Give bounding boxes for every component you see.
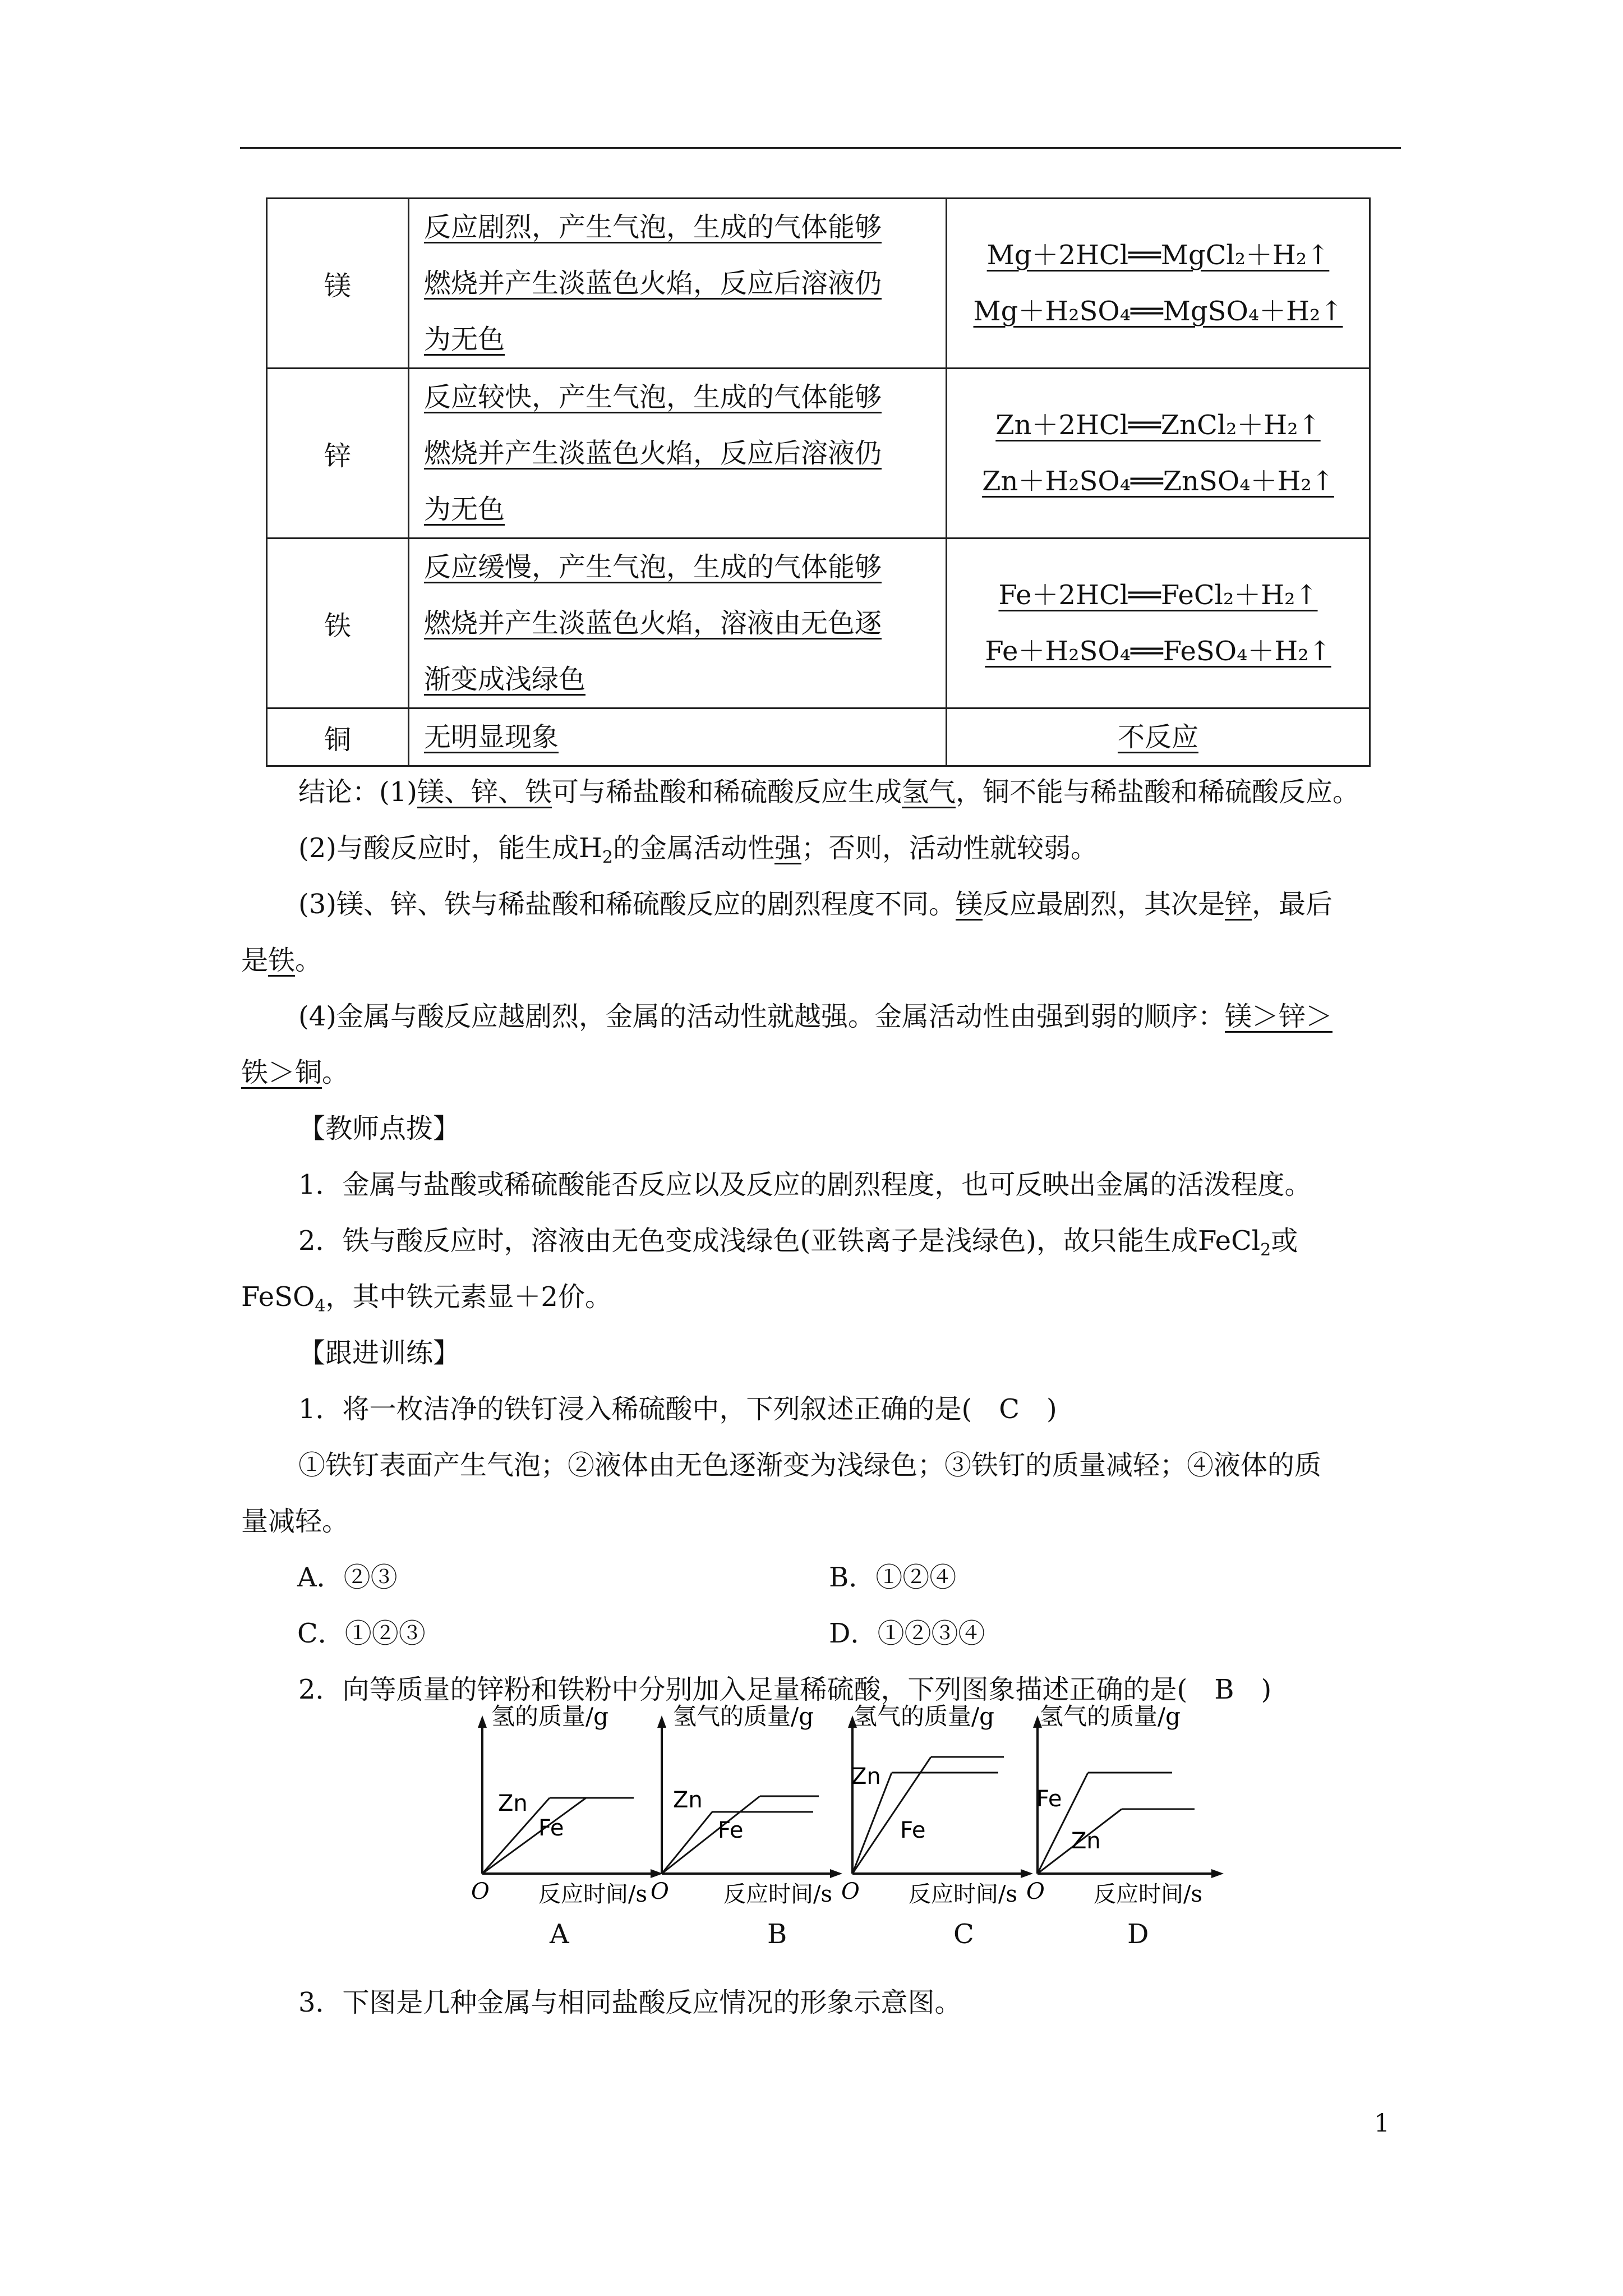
graph-b <box>651 1703 852 1908</box>
origin-label: O <box>471 1879 490 1904</box>
graph-b-svg <box>651 1703 852 1907</box>
reaction-table <box>266 197 1371 767</box>
conclusion-4-cont: 铁＞铜。 <box>241 1057 349 1088</box>
y-axis-label: 氢气的质量/g <box>1040 1703 1181 1730</box>
y-axis-label: 氢气的质量/g <box>673 1703 814 1730</box>
option-b: B．①②④ <box>829 1562 957 1593</box>
metal-cell: 锌 <box>267 369 409 539</box>
graph-c <box>841 1703 1043 1908</box>
conclusion-2: (2)与酸反应时，能生成$H_2$的金属活动性强；否则，活动性就较弱。 <box>298 832 1098 867</box>
graph-label-c: C <box>953 1918 974 1950</box>
question-1-stem: ①铁钉表面产生气泡；②液体由无色逐渐变为浅绿色；③铁钉的质量减轻；④液体的质 <box>298 1450 1322 1481</box>
equation-cell: 不反应 <box>947 708 1370 766</box>
equation-cell: Mg＋2HCl══MgCl₂＋H₂↑ Mg＋H₂SO₄══MgSO₄＋H₂↑ <box>947 199 1370 369</box>
metal-cell: 镁 <box>267 199 409 369</box>
series-1-label: Zn <box>498 1791 528 1816</box>
conclusion-3-cont: 是铁。 <box>241 945 322 976</box>
metal-cell: 铁 <box>267 539 409 708</box>
table-row <box>267 199 1370 369</box>
graph-d <box>1026 1703 1239 1908</box>
x-axis-label: 反应时间/s <box>538 1881 648 1907</box>
page-number: 1 <box>1374 2109 1390 2138</box>
conclusion-3: (3)镁、锌、铁与稀盐酸和稀硫酸反应的剧烈程度不同。镁反应最剧烈，其次是锌，最后 <box>298 889 1333 920</box>
question-3: 3．下图是几种金属与相同盐酸反应情况的形象示意图。 <box>298 1987 962 2018</box>
x-axis-label: 反应时间/s <box>723 1881 833 1907</box>
question-1: 1．将一枚洁净的铁钉浸入稀硫酸中，下列叙述正确的是( C ) <box>298 1393 1057 1425</box>
graph-d-svg <box>1026 1703 1239 1907</box>
x-axis-label: 反应时间/s <box>1094 1881 1203 1907</box>
y-axis-label: 氢的质量/g <box>491 1703 609 1730</box>
table-row <box>267 539 1370 708</box>
table-row <box>267 369 1370 539</box>
x-axis-label: 反应时间/s <box>909 1881 1018 1907</box>
observation-cell: 反应较快，产生气泡，生成的气体能够 燃烧并产生淡蓝色火焰，反应后溶液仍 为无色 <box>409 369 947 539</box>
origin-label: O <box>651 1879 669 1904</box>
graph-label-d: D <box>1127 1918 1149 1950</box>
origin-label: O <box>841 1879 860 1904</box>
equation-cell: Zn＋2HCl══ZnCl₂＋H₂↑ Zn＋H₂SO₄══ZnSO₄＋H₂↑ <box>947 369 1370 539</box>
teacher-heading: 【教师点拨】 <box>298 1113 460 1144</box>
option-a: A．②③ <box>297 1562 398 1593</box>
graph-label-b: B <box>767 1918 787 1950</box>
question-1-stem-cont: 量减轻。 <box>241 1506 349 1537</box>
series-1-label: Zn <box>851 1764 881 1789</box>
teacher-point-1: 1．金属与盐酸或稀硫酸能否反应以及反应的剧烈程度，也可反映出金属的活泼程度。 <box>298 1169 1312 1200</box>
option-c: C．①②③ <box>297 1618 426 1649</box>
series-2-label: Zn <box>1071 1828 1101 1854</box>
equation-cell: Fe＋2HCl══FeCl₂＋H₂↑ Fe＋H₂SO₄══FeSO₄＋H₂↑ <box>947 539 1370 708</box>
teacher-point-2: 2．铁与酸反应时，溶液由无色变成浅绿色(亚铁离子是浅绿色)，故只能生成FeCl$_2$或 <box>298 1225 1298 1260</box>
practice-heading: 【跟进训练】 <box>298 1337 460 1369</box>
zn-curve <box>662 1812 712 1874</box>
teacher-point-2-cont: FeSO$_4$，其中铁元素显＋2价。 <box>241 1281 612 1316</box>
table-row <box>267 708 1370 766</box>
origin-label: O <box>1026 1879 1045 1904</box>
observation-cell: 反应剧烈，产生气泡，生成的气体能够 燃烧并产生淡蓝色火焰，反应后溶液仍 为无色 <box>409 199 947 369</box>
observation-cell: 无明显现象 <box>409 708 947 766</box>
conclusion-1: 结论：(1)镁、锌、铁可与稀盐酸和稀硫酸反应生成氢气，铜不能与稀盐酸和稀硫酸反应。 <box>298 776 1360 808</box>
header-rule <box>240 147 1401 149</box>
series-2-label: Fe <box>538 1815 564 1841</box>
graph-c-svg <box>841 1703 1043 1907</box>
metal-cell: 铜 <box>267 708 409 766</box>
y-axis-label: 氢气的质量/g <box>854 1703 995 1730</box>
observation-cell: 反应缓慢，产生气泡，生成的气体能够 燃烧并产生淡蓝色火焰，溶液由无色逐 渐变成浅绿色 <box>409 539 947 708</box>
series-2-label: Fe <box>718 1818 744 1843</box>
graph-label-a: A <box>550 1918 569 1950</box>
question-2: 2．向等质量的锌粉和铁粉中分别加入足量稀硫酸，下列图象描述正确的是( B ) <box>298 1674 1272 1705</box>
series-1-label: Fe <box>1036 1786 1062 1812</box>
graph-a-svg <box>471 1703 673 1907</box>
series-1-label: Zn <box>673 1787 703 1813</box>
option-d: D．①②③④ <box>829 1618 985 1649</box>
conclusion-4: (4)金属与酸反应越剧烈，金属的活动性就越强。金属活动性由强到弱的顺序：镁＞锌＞ <box>298 1001 1333 1032</box>
series-2-label: Fe <box>900 1818 926 1843</box>
graph-a <box>471 1703 673 1908</box>
